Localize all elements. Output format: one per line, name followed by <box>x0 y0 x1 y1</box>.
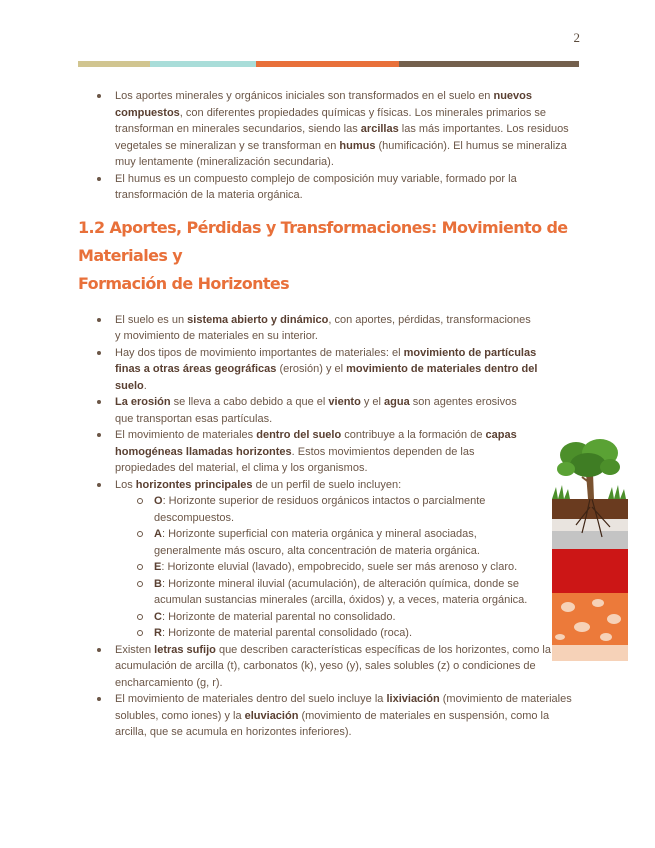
text-run: : Horizonte de material parental no consolidado. <box>161 610 396 623</box>
bold-term: humus <box>339 139 376 152</box>
list-item <box>78 691 578 741</box>
bold-term: B <box>154 577 162 590</box>
section-heading <box>78 214 578 298</box>
bold-term: C <box>154 610 162 623</box>
color-bar-segment <box>256 61 399 67</box>
bold-term: agua <box>384 396 410 408</box>
color-bar-segment <box>78 61 150 67</box>
list-item <box>78 427 578 477</box>
text-run: El movimiento de materiales dentro del suelo incluye la <box>115 693 387 705</box>
text-run: se lleva a cabo debido a que el <box>170 396 329 408</box>
text-run: contribuye a la formación de <box>341 429 486 441</box>
text-run: , con aportes, pérdidas, transformaciones y movimiento de materiales en su interior. <box>115 313 531 342</box>
text-run: Los <box>115 478 136 491</box>
bold-term: A <box>154 528 162 540</box>
list-item <box>78 477 578 642</box>
section-heading-line: 1.2 Aportes, Pérdidas y Transformaciones: Movimiento de Materiales y <box>78 217 568 265</box>
bold-term: horizontes principales <box>135 478 253 491</box>
text-run: (movimiento de materiales solubles, como iones) y la <box>115 693 572 722</box>
header-color-bar <box>78 61 579 67</box>
list-item <box>78 642 578 692</box>
text-run: : Horizonte superior de residuos orgánicos intactos o parcialmente descompuestos. <box>154 495 486 524</box>
color-bar-segment <box>399 61 579 67</box>
bold-term: La erosión <box>115 396 171 408</box>
text-run: Los aportes minerales y orgánicos iniciales son transformados en el suelo en <box>115 90 494 102</box>
list-item <box>78 345 578 395</box>
bold-term: viento <box>328 396 361 408</box>
section-bullet-list <box>78 312 578 642</box>
text-run: . <box>143 379 147 392</box>
document-body <box>78 88 578 741</box>
text-run: (movimiento de materiales en suspensión, como la arcilla, que se acumula en horizontes inferiores). <box>115 709 550 738</box>
text-run: : Horizonte mineral iluvial (acumulación), de alteración química, donde se acumulan sustancias minerales (arcilla, óxidos) y, a veces, materia orgánica. <box>154 577 528 606</box>
bold-term: nuevos compuestos <box>115 90 532 119</box>
color-bar-segment <box>150 61 256 67</box>
horizon-item <box>115 609 538 626</box>
bold-term: eluviación <box>244 709 299 722</box>
text-run: : Horizonte superficial con materia orgánica y mineral asociadas, generalmente más oscuro, alta concentración de materia orgánica. <box>154 528 480 557</box>
horizon-item <box>115 625 538 642</box>
text-run: (erosión) y el <box>276 363 347 375</box>
list-item <box>78 88 578 171</box>
text-run: de un perfil de suelo incluyen: <box>252 478 402 491</box>
bold-term: O <box>154 495 163 507</box>
horizon-item <box>115 493 538 526</box>
bold-term: R <box>154 627 162 639</box>
tree-icon <box>557 439 620 499</box>
list-item <box>78 171 578 204</box>
bold-term: capas homogéneas llamadas horizontes <box>115 429 517 458</box>
bold-term: movimiento de materiales dentro del suelo <box>115 363 538 392</box>
text-run: y el <box>360 396 385 408</box>
soil-profile-illustration <box>548 437 632 661</box>
horizon-item <box>115 526 538 559</box>
suffix-bullet-list <box>78 642 578 741</box>
section-heading-line: Formación de Horizontes <box>78 273 290 293</box>
bold-term: lixiviación <box>386 693 440 705</box>
text-run: . Estos movimientos dependen de las propiedades del material, el clima y los organismos. <box>115 445 475 474</box>
horizon-item <box>115 559 538 576</box>
bold-term: sistema abierto y dinámico <box>187 313 329 326</box>
list-item <box>78 394 578 427</box>
text-run: Hay dos tipos de movimiento importantes de materiales: el <box>115 346 404 359</box>
text-run: (humificación). El humus se mineraliza muy lentamente (mineralización secundaria). <box>115 139 567 168</box>
text-run: : Horizonte eluvial (lavado), empobrecido, suele ser más arenoso y claro. <box>161 561 518 573</box>
bold-term: letras sufijo <box>154 643 216 656</box>
list-item <box>78 312 578 345</box>
intro-bullet-list <box>78 88 578 204</box>
bold-term: E <box>154 561 162 573</box>
horizon-item <box>115 576 538 609</box>
text-run: Existen <box>115 643 155 656</box>
bold-term: dentro del suelo <box>256 429 342 441</box>
bold-term: arcillas <box>360 123 399 135</box>
text-run: , con diferentes propiedades químicas y físicas. Los minerales primarios se transforman en minerales secundarios, siendo las <box>115 106 547 135</box>
text-run: las más importantes. Los residuos vegetales se mineralizan y se transforman en <box>115 123 569 152</box>
text-run: que describen características específicas de los horizontes, como la acumulación de arcilla (t), carbonatos (k), yeso (y), sales solubles (z) o condiciones de encharcamiento (g, r). <box>115 643 551 689</box>
text-run: El movimiento de materiales <box>115 429 257 441</box>
page-number: 2 <box>573 30 580 45</box>
text-run: El suelo es un <box>115 313 188 326</box>
horizon-list <box>115 493 538 642</box>
text-run: son agentes erosivos que transportan esas partículas. <box>115 396 517 425</box>
text-run: : Horizonte de material parental consolidado (roca). <box>161 627 413 639</box>
text-run: El humus es un compuesto complejo de composición muy variable, formado por la transformación de la materia orgánica. <box>115 172 517 201</box>
bold-term: movimiento de partículas finas a otras áreas geográficas <box>115 346 537 375</box>
